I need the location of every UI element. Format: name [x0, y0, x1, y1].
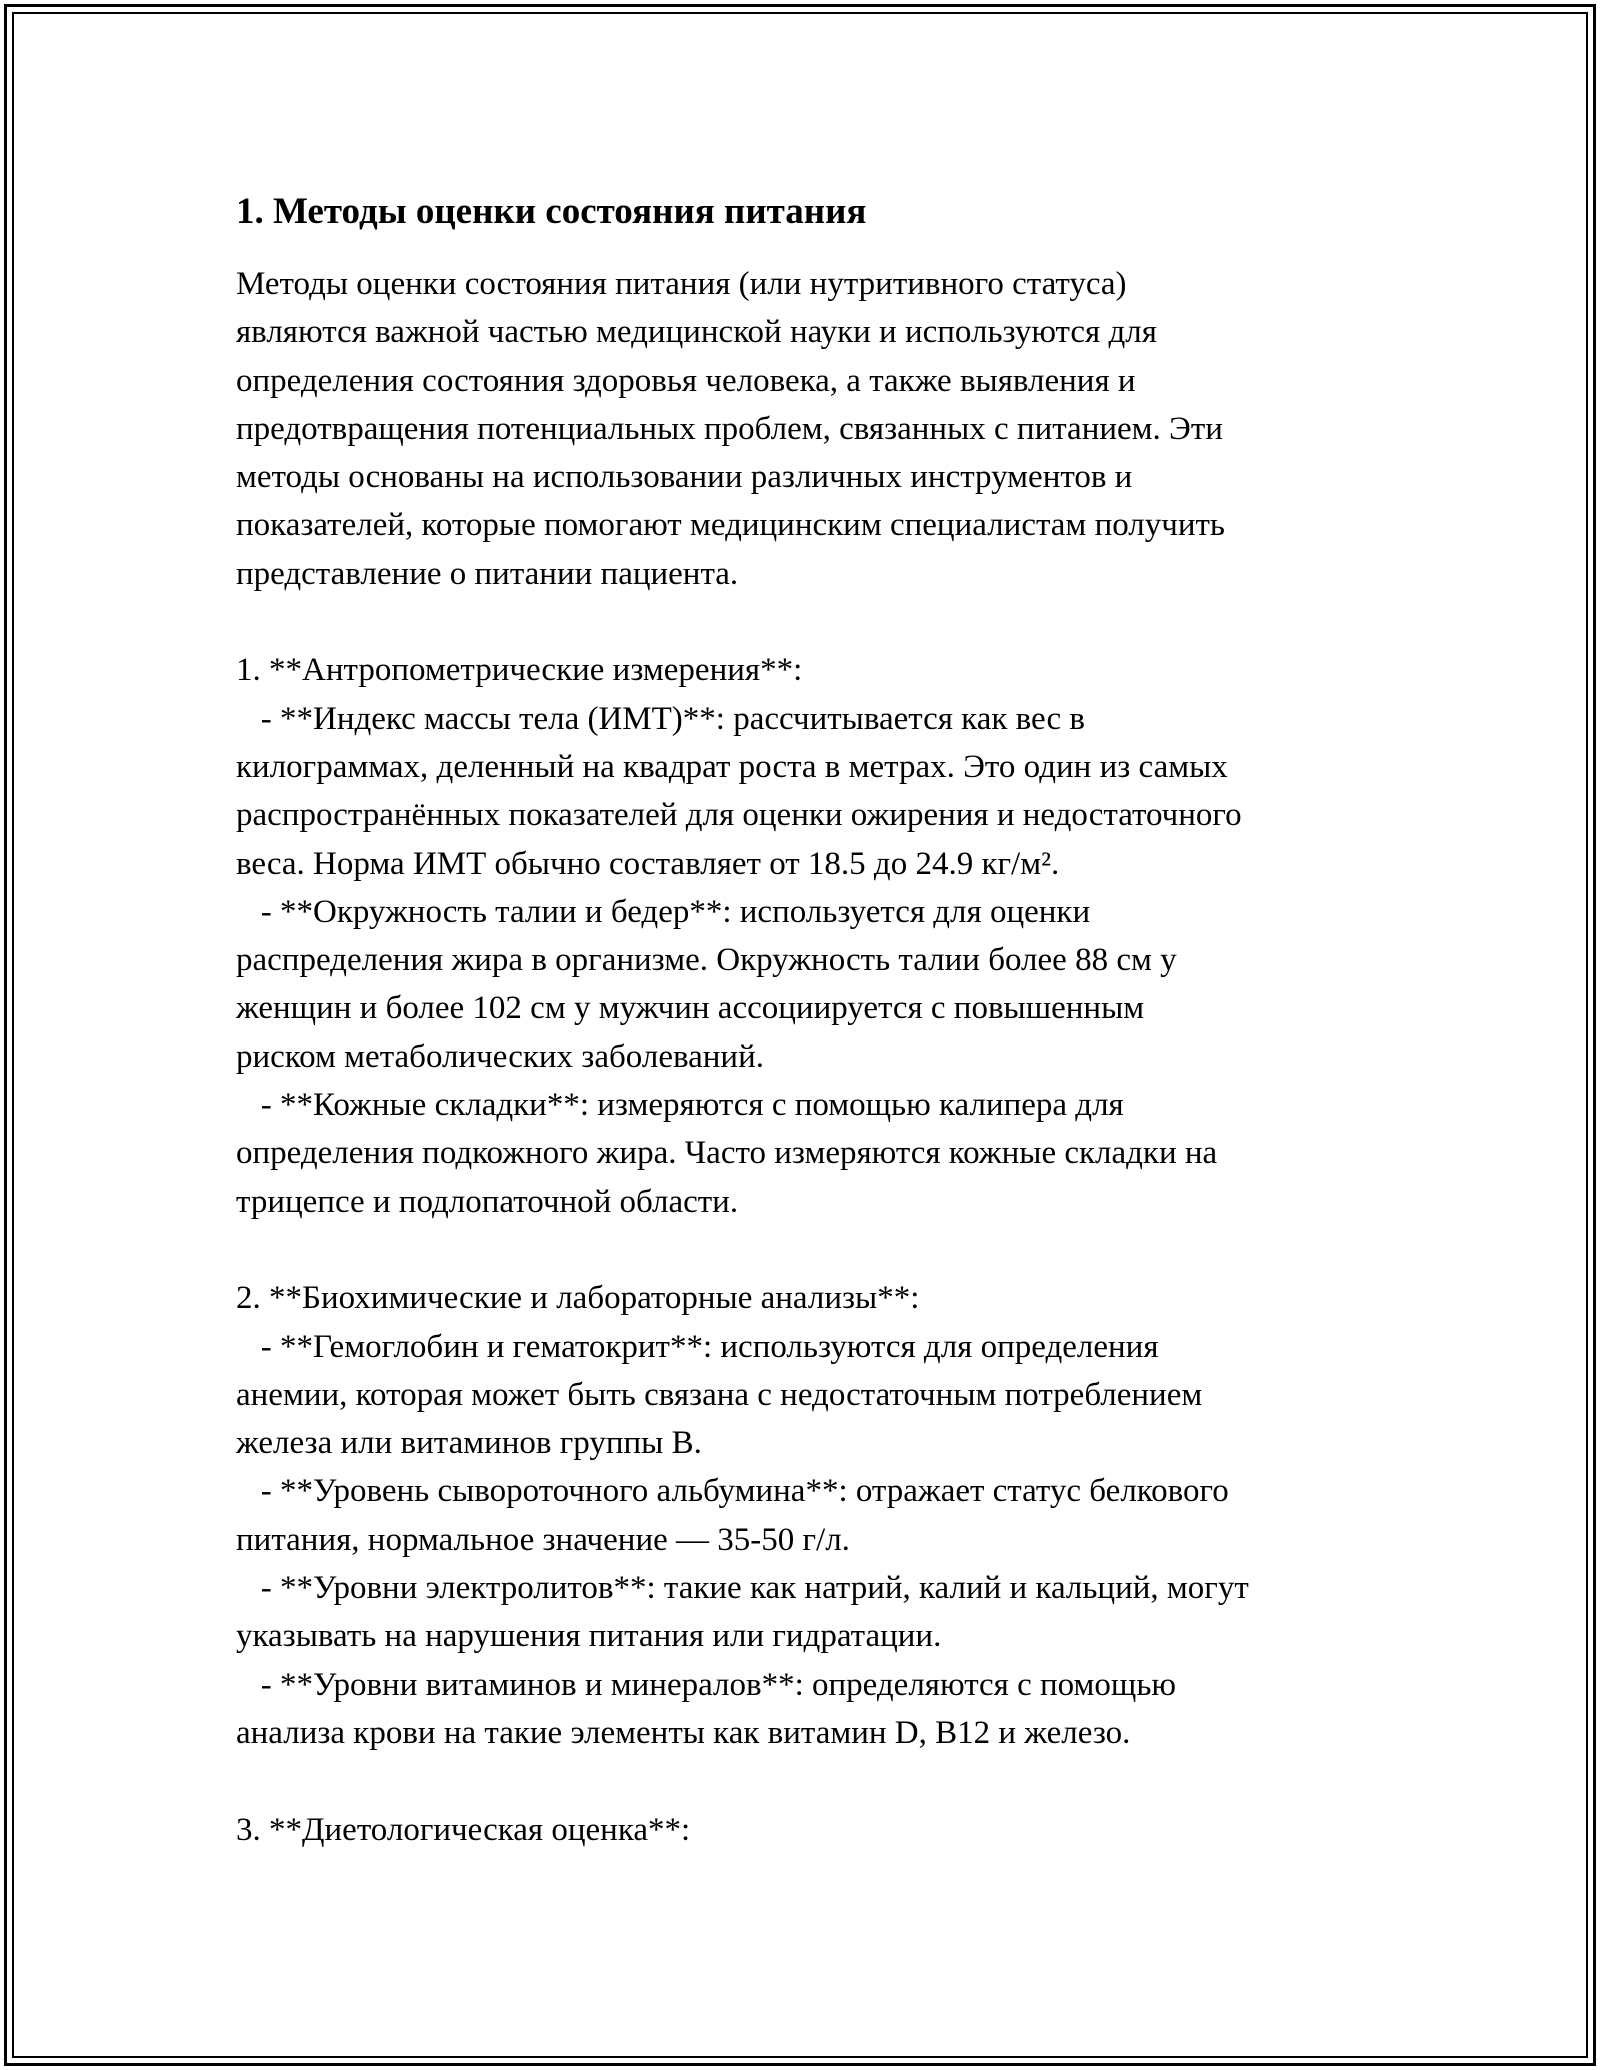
section-body: Методы оценки состояния питания (или нутритивного статуса) являются важной частью медицинской науки и используются для определения состояния здоровья человека, а также выявления и предотвращения потенциальных проблем, связанных с питанием. Эти методы основаны на использовании различных инструментов и показателей, которые помогают медицинским специалистам получить представление о питании пациента. 1. **Антропометрические измерения**: - **Индекс массы тела (ИМТ)**: рассчитывается как вес в килограммах, деленный на квадрат роста в метрах. Это один из самых распространённых показателей для оценки ожирения и недостаточного веса. Норма ИМТ обычно составляет от 18.5 до 24.9 кг/м². - **Окружность талии и бедер**: используется для оценки распределения жира в организме. Окружность талии более 88 см у женщин и более 102 см у мужчин ассоциируется с повышенным риском метаболических заболеваний. - **Кожные складки**: измеряются с помощью калипера для определения подкожного жира. Часто измеряются кожные складки на трицепсе и подлопаточной области. 2. **Биохимические и лабораторные анализы**: - **Гемоглобин и гематокрит**: используются для определения анемии, которая может быть связана с недостаточным потреблением железа или витаминов группы B. - **Уровень сывороточного альбумина**: отражает статус белкового питания, нормальное значение — 35-50 г/л. - **Уровни электролитов**: такие как натрий, калий и кальций, могут указывать на нарушения питания или гидратации. - **Уровни витаминов и минералов**: определяются с помощью анализа крови на такие элементы как витамин D, B12 и железо. 3. **Диетологическая оценка**: [236, 266, 1249, 1848]
document-content [236, 185, 1386, 1854]
section-title: 1. Методы оценки состояния питания [236, 191, 867, 232]
